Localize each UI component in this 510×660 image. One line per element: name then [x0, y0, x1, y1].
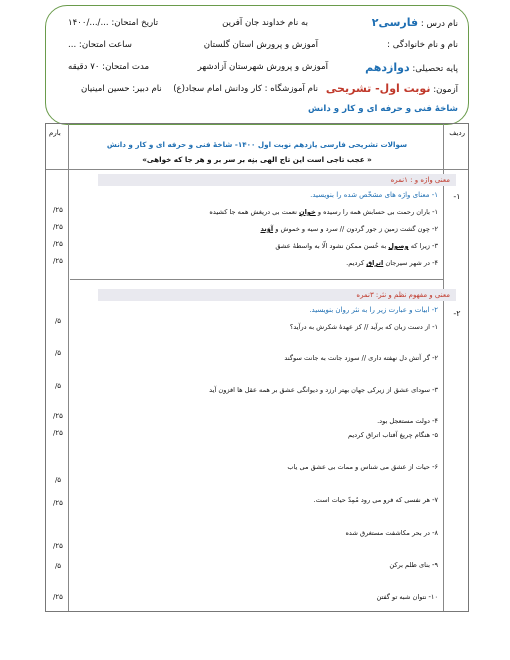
exam-header	[45, 5, 469, 125]
dept-city: آموزش و پرورش شهرستان آزادشهر	[197, 62, 328, 72]
item-score: /۲۵	[53, 412, 63, 420]
row-number: -۱	[453, 192, 461, 201]
item-score: /۵	[54, 476, 62, 484]
question-prompt: ۱- معنای واژه های مشخّص شده را بنویسید.	[310, 191, 438, 199]
item-score: /۵	[54, 349, 62, 357]
exam-date: تاریخ امتحان: .../.../۱۴۰۰	[68, 18, 159, 28]
question-item: ۴- دولت مستعجل بود.	[377, 417, 438, 425]
exam-time: ساعت امتحان: ...	[68, 40, 132, 50]
exam-motto: « عجب تاجی است این تاج الهی بنِه بر سر بر و هر جا که خواهی»	[142, 155, 372, 164]
school-name: نام آموزشگاه : کار ودانش امام سجاد(ع)	[173, 84, 318, 94]
question-item: ۳- زیرا که وصول به حُسن ممکن نشود الّا به واسطۀ عشق	[275, 242, 438, 250]
question-item: ۲- چون گشت زمین ز جور گردون // سرد و سیه و خموش و آوَند	[260, 225, 438, 233]
teacher-name: نام دبیر: حسین امینیان	[81, 84, 162, 94]
question-prompt: ۲- ابیات و عبارت زیر را به نثر روان بنویسید.	[309, 306, 438, 314]
question-item: ۳- سودای عشق از زیرکی جهان بهتر ارزد و دیوانگی عشق بر همه عقل ها افزون آید	[209, 386, 438, 394]
item-score: /۲۵	[53, 257, 63, 265]
question-item: ۱- باران رحمت بی حسابش همه را رسیده و خوانِ نعمت بی دریغش همه جا کشیده	[209, 208, 438, 216]
question-item: ۱- از دست زبان که برآید // کز عهدۀ شکرش به درآید؟	[289, 323, 438, 331]
question-item: ۷- هر نفسی که فرو می رود مُمِدّ حیات است.	[313, 496, 438, 504]
item-score: /۲۵	[53, 499, 63, 507]
question-item: ۵- هنگام چریغ آفتاب اتراق کردیم	[347, 431, 438, 439]
item-score: /۲۵	[53, 206, 63, 214]
question-item: ۲- گر آتش دل نهفته داری // سوزد جانت به جانت سوگند	[284, 354, 438, 362]
question-item: ۴- در شهر سیرجان اتراق کردیم.	[346, 259, 438, 267]
section-title: معنی و مفهوم نظم و نثر: ۳نمره	[98, 289, 456, 301]
item-score: /۲۵	[53, 542, 63, 550]
exam-type: آزمون: نوبت اول- تشریحی	[325, 82, 458, 95]
item-score: /۵	[54, 562, 62, 570]
question-item: ۱۰- نتوان شبه تو گفتن	[376, 593, 438, 601]
branch: شاخۀ فنی و حرفه ای و کار و دانش	[308, 104, 458, 114]
row-number: -۲	[453, 309, 461, 318]
question-item: ۹- بنای ظلم برکن	[389, 561, 438, 569]
section-title: معنی واژه و : ۱نمره	[98, 174, 456, 186]
item-score: /۲۵	[53, 240, 63, 248]
question-table	[45, 123, 469, 612]
item-score: /۵	[54, 317, 62, 325]
question-item: ۸- در بحر مکاشفت مستغرق شده	[345, 529, 438, 537]
row-column-header: ردیف	[449, 129, 465, 137]
question-item: ۶- حیات از عشق می شناس و ممات بی عشق می یاب	[287, 463, 438, 471]
dedication: به نام خداوند جان آفرین	[222, 18, 308, 28]
student-name: نام و نام خانوادگی :	[387, 40, 458, 50]
item-score: /۲۵	[53, 223, 63, 231]
course-label: نام درس : فارسی۲	[371, 16, 458, 29]
score-column-header: بارم	[49, 129, 61, 137]
exam-duration: مدت امتحان: ۷۰ دقیقه	[68, 62, 150, 72]
dept-province: آموزش و پرورش استان گلستان	[203, 40, 318, 50]
item-score: /۲۵	[53, 429, 63, 437]
exam-title: سوالات تشریحی فارسی یازدهم نوبت اول ۱۴۰۰- شاخۀ فنی و حرفه ای و کار و دانش	[106, 140, 408, 149]
item-score: /۲۵	[53, 593, 63, 601]
grade: پایه تحصیلی: دوازدهم	[365, 61, 458, 74]
item-score: /۵	[54, 382, 62, 390]
